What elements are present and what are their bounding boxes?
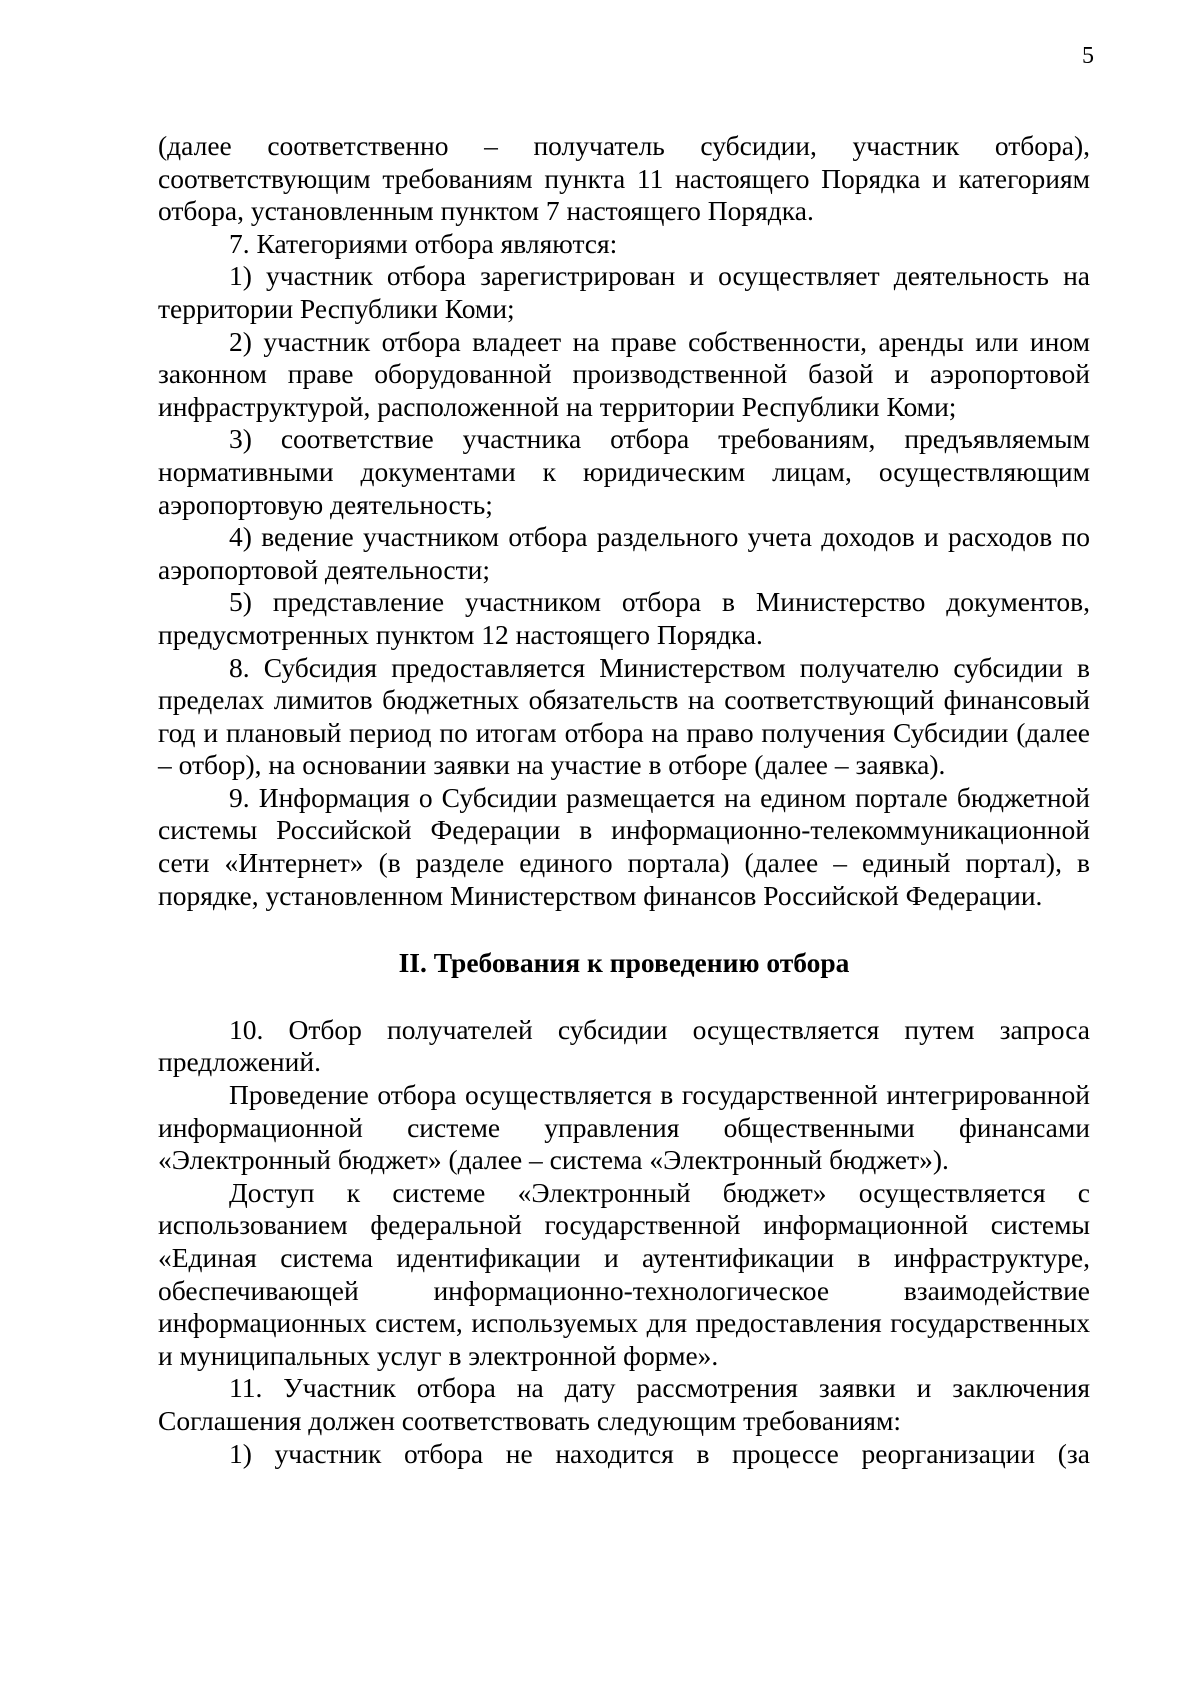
- paragraph: 2) участник отбора владеет на праве собственности, аренды или ином законном праве оборудованной производственной базой и аэропортовой инфраструктурой, расположенной на территории Республики Коми;: [158, 325, 1090, 422]
- paragraph: 9. Информация о Субсидии размещается на едином портале бюджетной системы Российской Федерации в информационно-телекоммуникационной сети «Интернет» (в разделе единого портала) (далее – единый портал), в порядке, установленном Министерством финансов Российской Федерации.: [158, 781, 1090, 911]
- paragraph: 1) участник отбора зарегистрирован и осуществляет деятельность на территории Республики Коми;: [158, 260, 1090, 324]
- page-number: 5: [1082, 43, 1094, 69]
- document-body: [158, 130, 1090, 1470]
- paragraph: 4) ведение участником отбора раздельного учета доходов и расходов по аэропортовой деятельности;: [158, 521, 1090, 585]
- paragraphs-after-heading: [158, 1014, 1090, 1470]
- paragraph: Проведение отбора осуществляется в государственной интегрированной информационной системе управления общественными финансами «Электронный бюджет» (далее – система «Электронный бюджет»).: [158, 1079, 1090, 1176]
- paragraph: 7. Категориями отбора являются:: [229, 227, 618, 259]
- paragraph: 10. Отбор получателей субсидии осуществляется путем запроса предложений.: [158, 1013, 1090, 1078]
- paragraph: Доступ к системе «Электронный бюджет» осуществляется с использованием федеральной государственной информационной системы «Единая система идентификации и аутентификации в инфраструктуре, обеспечивающей информационно-технологическое взаимодействие информационных систем, используемых для предоставления государственных и муниципальных услуг в электронной форме».: [158, 1176, 1090, 1371]
- section-heading: II. Требования к проведению отбора: [398, 947, 850, 979]
- paragraph: (далее соответственно – получатель субсидии, участник отбора), соответствующим требованиям пункта 11 настоящего Порядка и категориям отбора, установленным пунктом 7 настоящего Порядка.: [158, 130, 1090, 227]
- paragraph: 8. Субсидия предоставляется Министерством получателю субсидии в пределах лимитов бюджетных обязательств на соответствующий финансовый год и плановый период по итогам отбора на право получения Субсидии (далее – отбор), на основании заявки на участие в отборе (далее – заявка).: [158, 651, 1090, 781]
- paragraph: 11. Участник отбора на дату рассмотрения заявки и заключения Соглашения должен соответствовать следующим требованиям:: [158, 1372, 1090, 1436]
- paragraph: 5) представление участником отбора в Министерство документов, предусмотренных пунктом 12 настоящего Порядка.: [158, 586, 1090, 650]
- paragraph: 1) участник отбора не находится в процессе реорганизации (за: [229, 1437, 1090, 1469]
- paragraph: 3) соответствие участника отбора требованиям, предъявляемым нормативными документами к юридическим лицам, осуществляющим аэропортовую деятельность;: [158, 423, 1090, 520]
- paragraphs-before-heading: [158, 130, 1090, 912]
